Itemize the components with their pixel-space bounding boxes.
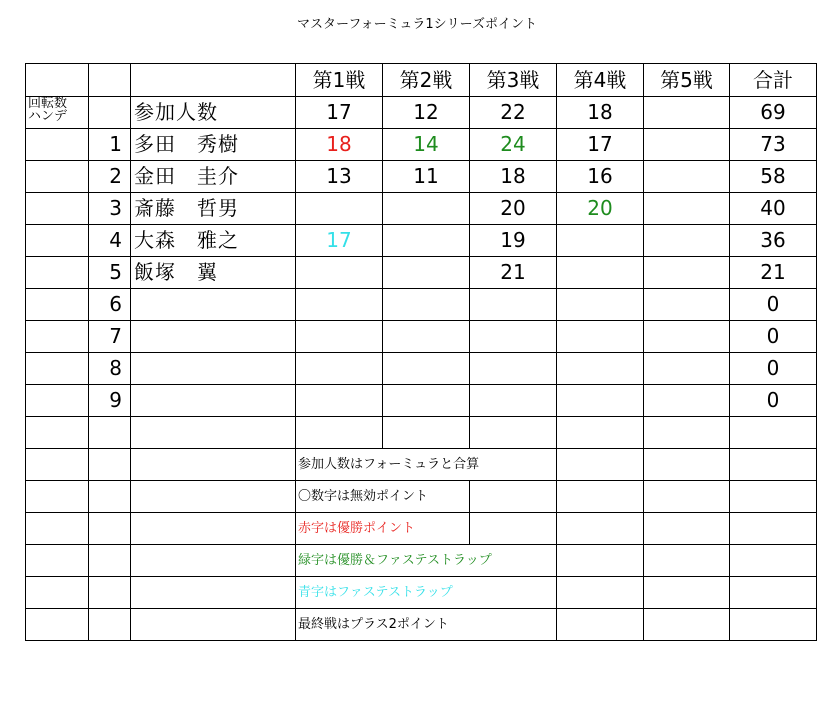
driver-name: 多田 秀樹 <box>131 129 296 161</box>
legend-note <box>296 545 492 577</box>
score-cell <box>644 385 730 417</box>
score-cell <box>383 225 470 257</box>
note-row <box>26 513 817 545</box>
note-row <box>26 577 817 609</box>
header-blank <box>131 64 296 97</box>
note-row <box>26 545 817 577</box>
score-cell: 16 <box>557 161 644 193</box>
total-cell: 36 <box>730 225 817 257</box>
table-row <box>26 129 817 161</box>
score-cell <box>470 385 557 417</box>
row-number: 6 <box>89 289 131 321</box>
score-cell <box>383 321 470 353</box>
driver-name: 斎藤 哲男 <box>131 193 296 225</box>
handicap-cell <box>26 289 89 321</box>
round-header: 第4戦 <box>557 64 644 97</box>
header-row <box>26 64 817 97</box>
table-row <box>26 225 817 257</box>
score-cell <box>296 289 383 321</box>
row-number: 8 <box>89 353 131 385</box>
score-cell <box>644 257 730 289</box>
row-number: 3 <box>89 193 131 225</box>
total-cell: 40 <box>730 193 817 225</box>
blank-cell <box>644 481 730 513</box>
score-cell <box>296 385 383 417</box>
score-cell <box>383 257 470 289</box>
blank-cell <box>730 481 817 513</box>
total-cell: 0 <box>730 289 817 321</box>
table-row <box>26 385 817 417</box>
score-cell: 17 <box>296 225 383 257</box>
row-number: 1 <box>89 129 131 161</box>
legend-note <box>296 609 449 641</box>
driver-name: 金田 圭介 <box>131 161 296 193</box>
note-row <box>26 609 817 641</box>
handicap-cell <box>26 353 89 385</box>
total-cell: 0 <box>730 321 817 353</box>
blank-cell <box>26 577 89 609</box>
blank-cell <box>644 609 730 641</box>
blank-cell <box>644 417 730 449</box>
blank-cell <box>131 513 296 545</box>
blank-cell <box>557 513 644 545</box>
blank-cell <box>131 545 296 577</box>
score-cell <box>644 353 730 385</box>
score-cell <box>296 321 383 353</box>
blank-cell <box>557 577 644 609</box>
round-header: 第3戦 <box>470 64 557 97</box>
blank-cell <box>26 513 89 545</box>
handicap-cell <box>26 321 89 353</box>
participants-count: 12 <box>383 97 470 129</box>
blank-cell <box>89 545 131 577</box>
total-cell: 73 <box>730 129 817 161</box>
participants-count: 18 <box>557 97 644 129</box>
table-row <box>26 161 817 193</box>
legend-note <box>296 481 429 513</box>
score-cell: 18 <box>470 161 557 193</box>
blank-cell <box>470 577 557 609</box>
note-row <box>26 481 817 513</box>
blank-cell <box>557 417 644 449</box>
blank-cell <box>89 417 131 449</box>
blank-cell <box>89 481 131 513</box>
handicap-cell <box>26 129 89 161</box>
blank-cell <box>644 545 730 577</box>
legend-note-text: 赤字は優勝ポイント <box>298 521 416 536</box>
total-cell: 21 <box>730 257 817 289</box>
driver-name <box>131 385 296 417</box>
blank-cell <box>470 417 557 449</box>
blank-cell <box>131 609 296 641</box>
blank-cell <box>470 609 557 641</box>
blank-cell <box>131 481 296 513</box>
score-cell <box>557 321 644 353</box>
blank-cell <box>470 513 557 545</box>
blank-cell <box>644 513 730 545</box>
row-number: 2 <box>89 161 131 193</box>
score-cell: 24 <box>470 129 557 161</box>
blank-cell <box>89 513 131 545</box>
table-row <box>26 193 817 225</box>
blank-cell <box>131 449 296 481</box>
score-cell <box>296 193 383 225</box>
note-row <box>26 449 817 481</box>
header-blank <box>89 64 131 97</box>
score-cell <box>644 289 730 321</box>
blank-cell <box>644 449 730 481</box>
score-cell: 13 <box>296 161 383 193</box>
handicap-cell <box>26 193 89 225</box>
score-cell <box>557 385 644 417</box>
blank-cell <box>89 449 131 481</box>
blank-cell <box>730 577 817 609</box>
blank-cell <box>730 545 817 577</box>
legend-note <box>296 449 480 481</box>
blank-cell <box>557 609 644 641</box>
total-header: 合計 <box>730 64 817 97</box>
score-cell: 21 <box>470 257 557 289</box>
blank-cell <box>730 609 817 641</box>
score-cell <box>557 353 644 385</box>
handicap-cell <box>26 161 89 193</box>
score-cell <box>644 161 730 193</box>
blank-cell <box>470 449 557 481</box>
page-title: マスターフォーミュラ1シリーズポイント <box>296 17 538 32</box>
table-row <box>26 257 817 289</box>
blank-cell <box>557 449 644 481</box>
score-cell <box>383 193 470 225</box>
round-header: 第2戦 <box>383 64 470 97</box>
round-header: 第5戦 <box>644 64 730 97</box>
row-number: 4 <box>89 225 131 257</box>
blank-cell <box>26 417 89 449</box>
score-cell <box>470 353 557 385</box>
driver-name: 大森 雅之 <box>131 225 296 257</box>
legend-note-text: 参加人数はフォーミュラと合算 <box>298 457 480 472</box>
handicap-cell <box>26 225 89 257</box>
blank-cell <box>26 481 89 513</box>
blank-cell <box>26 609 89 641</box>
table-row <box>26 353 817 385</box>
score-cell: 20 <box>557 193 644 225</box>
score-cell: 20 <box>470 193 557 225</box>
score-cell <box>557 289 644 321</box>
score-cell <box>557 257 644 289</box>
participants-count: 22 <box>470 97 557 129</box>
score-cell <box>557 225 644 257</box>
handicap-cell <box>26 257 89 289</box>
score-cell: 19 <box>470 225 557 257</box>
score-cell <box>470 289 557 321</box>
participants-label: 参加人数 <box>131 97 296 129</box>
blank-cell <box>89 609 131 641</box>
legend-note-text: 〇数字は無効ポイント <box>298 489 429 504</box>
score-cell <box>296 353 383 385</box>
participants-count: 17 <box>296 97 383 129</box>
legend-note-text: 青字はファステストラップ <box>298 585 453 600</box>
driver-name: 飯塚 翼 <box>131 257 296 289</box>
total-cell: 0 <box>730 385 817 417</box>
score-cell <box>383 353 470 385</box>
total-cell: 0 <box>730 353 817 385</box>
legend-note <box>296 577 453 609</box>
blank-cell <box>131 417 296 449</box>
score-cell <box>644 129 730 161</box>
blank-cell <box>557 481 644 513</box>
score-cell <box>383 289 470 321</box>
blank-cell <box>557 545 644 577</box>
score-cell <box>383 385 470 417</box>
round-header: 第1戦 <box>296 64 383 97</box>
blank-cell <box>26 449 89 481</box>
row-number: 9 <box>89 385 131 417</box>
blank-row <box>26 417 817 449</box>
table-row <box>26 289 817 321</box>
score-cell <box>644 225 730 257</box>
table-row <box>26 321 817 353</box>
participants-total: 69 <box>730 97 817 129</box>
row-number <box>89 97 131 129</box>
row-number: 5 <box>89 257 131 289</box>
row-number: 7 <box>89 321 131 353</box>
blank-cell <box>730 449 817 481</box>
participants-count <box>644 97 730 129</box>
driver-name <box>131 353 296 385</box>
score-cell: 11 <box>383 161 470 193</box>
score-cell <box>470 321 557 353</box>
blank-cell <box>730 513 817 545</box>
score-cell: 14 <box>383 129 470 161</box>
points-table <box>25 63 817 641</box>
participants-row <box>26 97 817 129</box>
blank-cell <box>730 417 817 449</box>
score-cell <box>296 257 383 289</box>
driver-name <box>131 321 296 353</box>
score-cell <box>644 321 730 353</box>
blank-cell <box>296 417 383 449</box>
handicap-label: 回転数 ハンデ <box>26 97 89 129</box>
score-cell: 18 <box>296 129 383 161</box>
driver-name <box>131 289 296 321</box>
total-cell: 58 <box>730 161 817 193</box>
legend-note-text: 最終戦はプラス2ポイント <box>298 617 449 632</box>
blank-cell <box>383 417 470 449</box>
legend-note-text: 緑字は優勝＆ファステストラップ <box>298 553 492 568</box>
handicap-cell <box>26 385 89 417</box>
header-blank <box>26 64 89 97</box>
blank-cell <box>644 577 730 609</box>
blank-cell <box>131 577 296 609</box>
legend-note <box>296 513 416 545</box>
score-cell: 17 <box>557 129 644 161</box>
blank-cell <box>470 481 557 513</box>
score-cell <box>644 193 730 225</box>
blank-cell <box>26 545 89 577</box>
blank-cell <box>89 577 131 609</box>
